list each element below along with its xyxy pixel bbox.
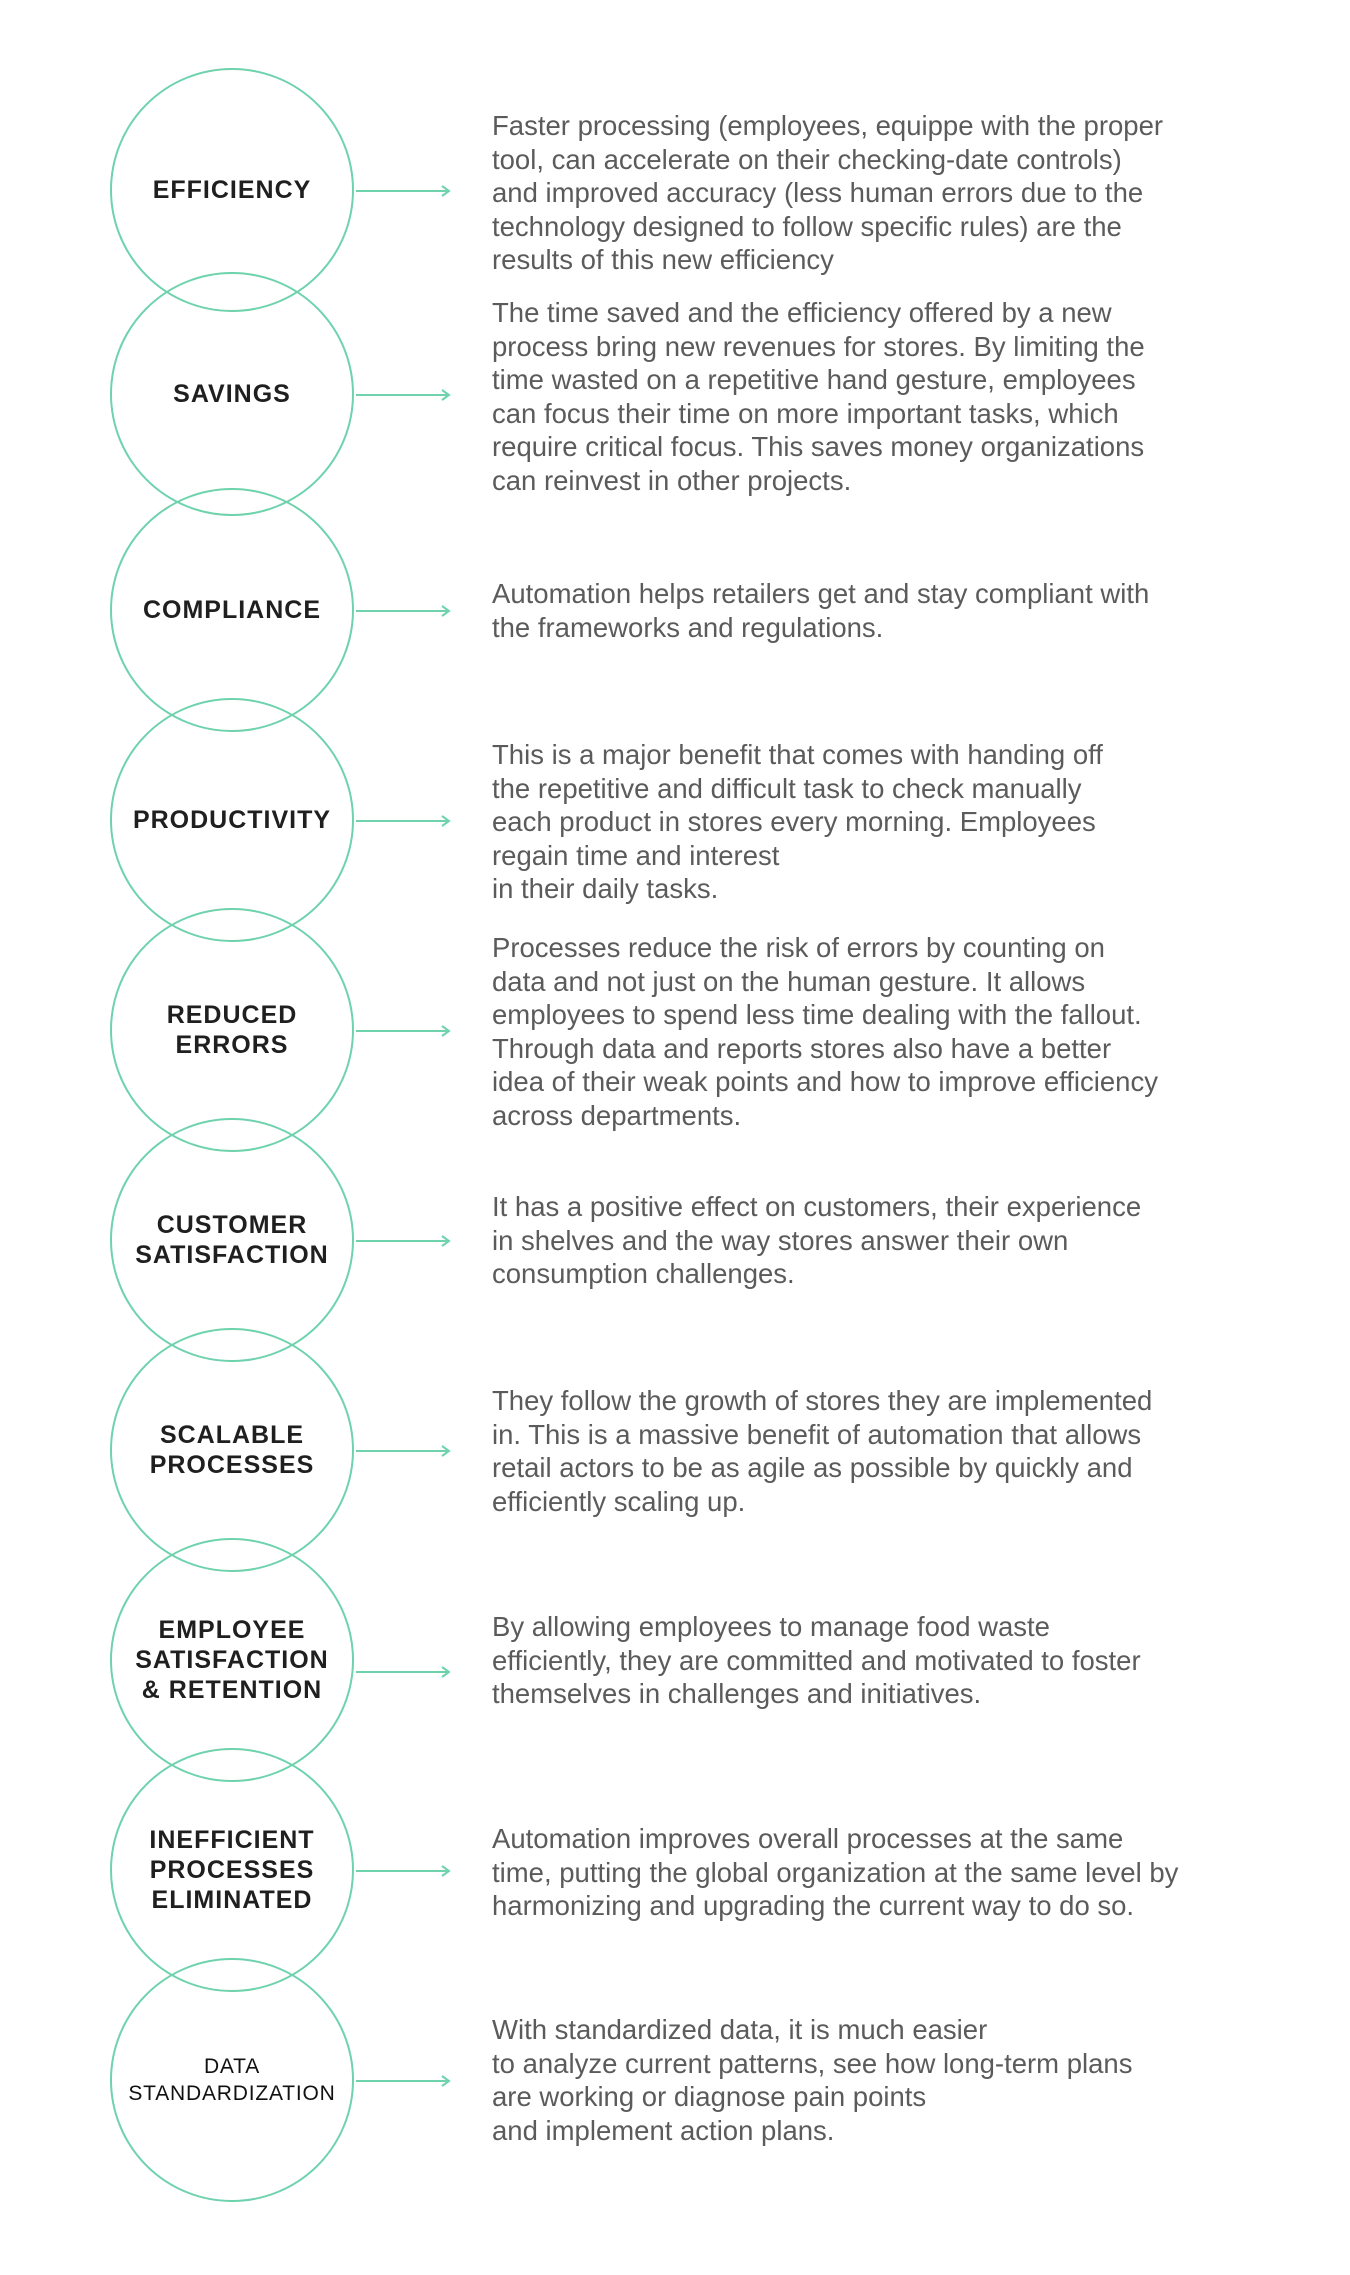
benefit-description: It has a positive effect on customers, their experience in shelves and the way stores answer their own consumption challenges. xyxy=(492,1191,1142,1289)
benefit-description: Faster processing (employees, equippe with the proper tool, can accelerate on their checking-date controls) and improved accuracy (less human errors due to the technology designed to follow specific rules) are the results of this new efficiency xyxy=(492,110,1164,275)
benefit-description: This is a major benefit that comes with handing off the repetitive and difficult task to check manually each product in stores every morning. Employees regain time and interest in their daily tasks. xyxy=(492,739,1103,904)
arrow-right-icon xyxy=(356,1234,452,1248)
benefit-description: By allowing employees to manage food waste efficiently, they are committed and motivated to foster themselves in challenges and initiatives. xyxy=(492,1611,1141,1709)
benefit-label: DATA STANDARDIZATION xyxy=(128,2055,336,2105)
benefit-label: COMPLIANCE xyxy=(142,596,322,624)
benefit-description: Automation helps retailers get and stay compliant with the frameworks and regulations. xyxy=(492,578,1150,643)
arrow-right-icon xyxy=(356,1024,452,1038)
benefit-circle-customer-satisfaction xyxy=(110,1118,354,1362)
benefit-description: Automation improves overall processes at the same time, putting the global organization at the same level by harmonizing and upgrading the current way to do so. xyxy=(492,1823,1179,1921)
arrow-right-icon xyxy=(356,814,452,828)
arrow-right-icon xyxy=(356,1665,452,1679)
benefit-description: With standardized data, it is much easier to analyze current patterns, see how long-term plans are working or diagnose pain points and implement action plans. xyxy=(492,2014,1133,2146)
benefit-label: CUSTOMER SATISFACTION xyxy=(135,1211,329,1269)
benefit-description: The time saved and the efficiency offered by a new process bring new revenues for stores. By limiting the time wasted on a repetitive hand gesture, employees can focus their time on more important tasks, which require critical focus. This saves money organizations can reinvest in other projects. xyxy=(492,297,1145,496)
benefit-label: INEFFICIENT PROCESSES ELIMINATED xyxy=(149,1826,315,1914)
benefit-circle-compliance xyxy=(110,488,354,732)
arrow-right-icon xyxy=(356,604,452,618)
benefit-circle-employee-satisfaction xyxy=(110,1538,354,1782)
benefit-label: PRODUCTIVITY xyxy=(132,806,332,834)
arrow-right-icon xyxy=(356,2074,452,2088)
benefit-circle-reduced-errors xyxy=(110,908,354,1152)
arrow-right-icon xyxy=(356,184,452,198)
benefit-label: EFFICIENCY xyxy=(152,176,312,204)
arrow-right-icon xyxy=(356,1444,452,1458)
benefit-label: REDUCED ERRORS xyxy=(166,1001,298,1059)
benefit-label: SAVINGS xyxy=(173,380,291,408)
benefit-circle-scalable-processes xyxy=(110,1328,354,1572)
benefit-circle-data-standardization xyxy=(110,1958,354,2202)
benefit-description: They follow the growth of stores they are implemented in. This is a massive benefit of automation that allows retail actors to be as agile as possible by quickly and efficiently scaling up. xyxy=(492,1385,1153,1517)
arrow-right-icon xyxy=(356,388,452,402)
benefit-label: SCALABLE PROCESSES xyxy=(149,1421,315,1479)
benefit-circle-inefficient-processes xyxy=(110,1748,354,1992)
arrow-right-icon xyxy=(356,1864,452,1878)
benefit-circle-productivity xyxy=(110,698,354,942)
benefit-circle-savings xyxy=(110,272,354,516)
benefit-label: EMPLOYEE SATISFACTION & RETENTION xyxy=(135,1616,329,1704)
benefit-description: Processes reduce the risk of errors by counting on data and not just on the human gesture. It allows employees to spend less time dealing with the fallout. Through data and reports stores also have a better idea of their weak points and how to improve efficiency across departments. xyxy=(492,932,1158,1131)
